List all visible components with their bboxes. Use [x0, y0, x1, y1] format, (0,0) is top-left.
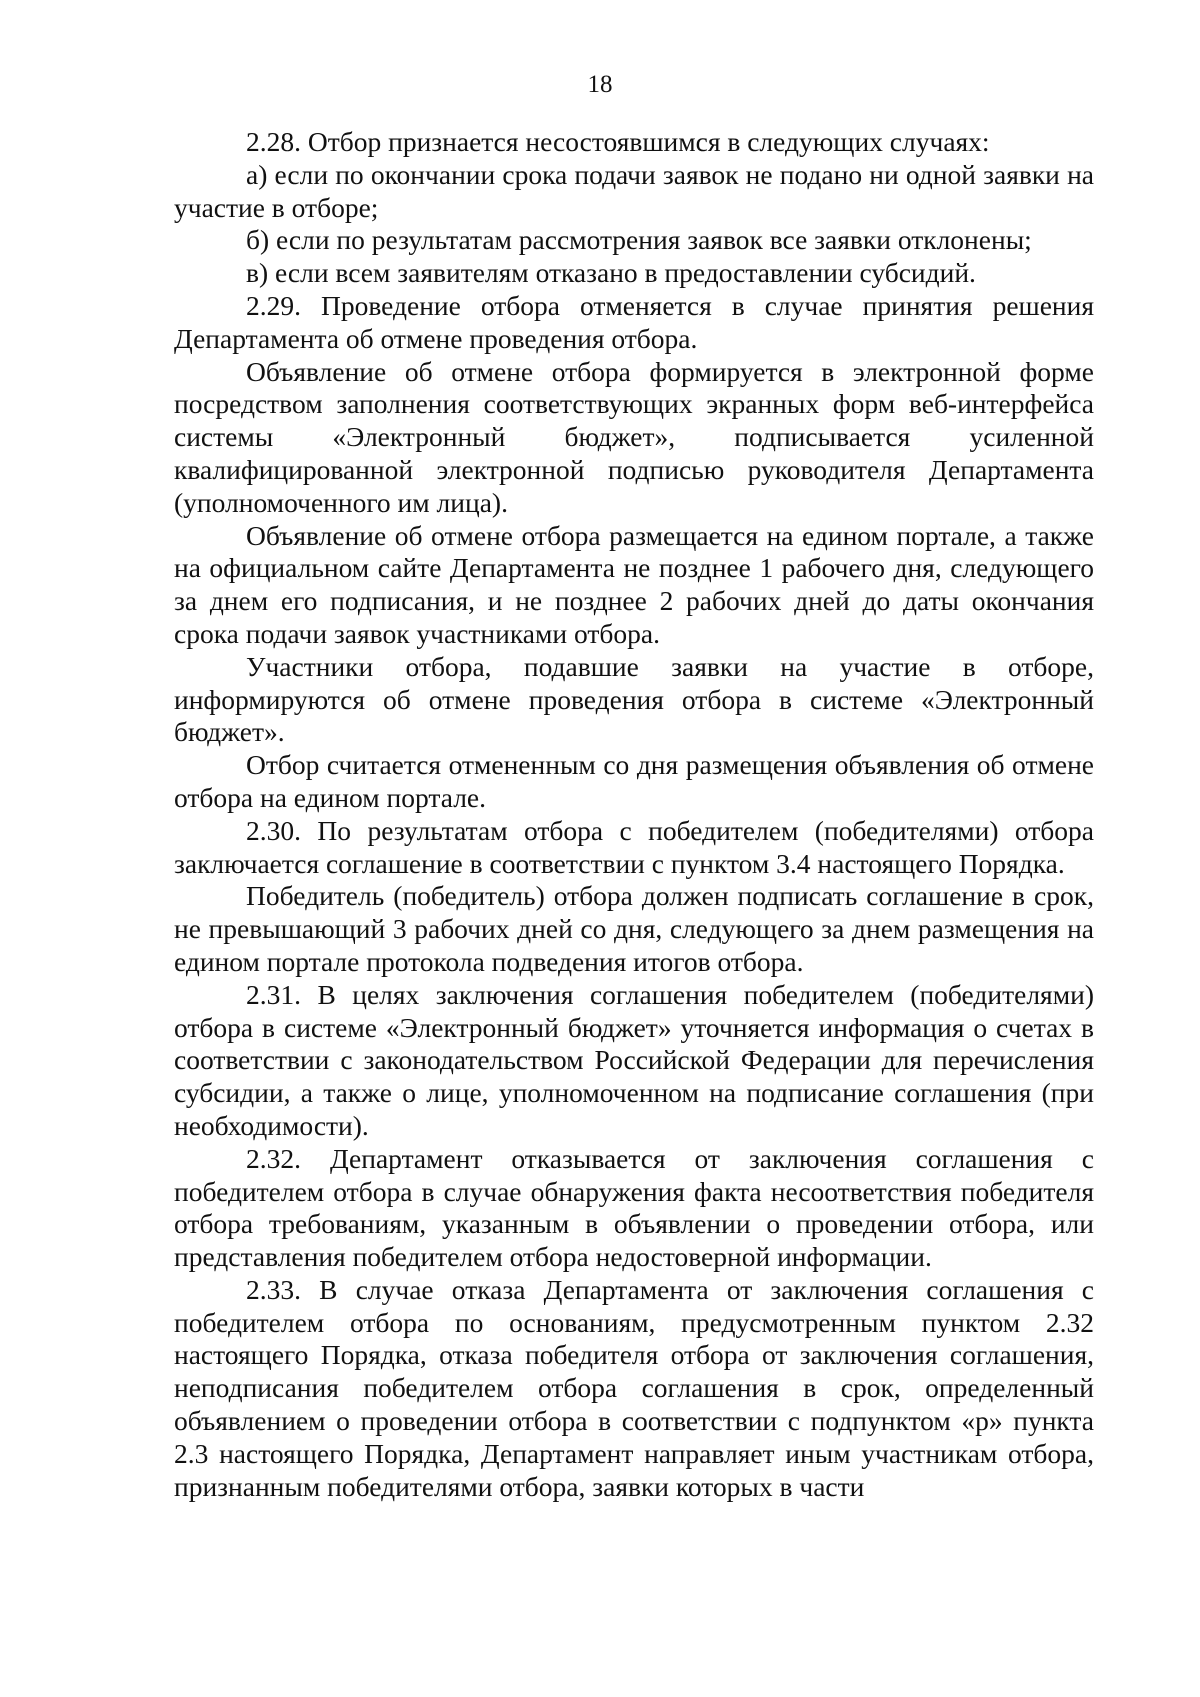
paragraph-2-31: 2.31. В целях заключения соглашения победителем (победителями) отбора в системе «Электронный бюджет» уточняется информация о счетах в соответствии с законодательством Российской Федерации для перечисления субсидии, а также о лице, уполномоченном на подписание соглашения (при необходимости).	[174, 978, 1094, 1141]
document-body	[174, 126, 1094, 1503]
paragraph-selection-cancelled: Отбор считается отмененным со дня размещения объявления об отмене отбора на едином портале.	[174, 749, 1094, 813]
paragraph-2-28: 2.28. Отбор признается несостоявшимся в следующих случаях:	[246, 126, 990, 157]
paragraph-announcement-placement: Объявление об отмене отбора размещается на едином портале, а также на официальном сайте Департамента не позднее 1 рабочего дня, следующего за днем его подписания, и не позднее 2 рабочих дней до даты окончания срока подачи заявок участниками отбора.	[174, 519, 1094, 649]
page-number: 18	[587, 71, 613, 98]
paragraph-participants-informed: Участники отбора, подавшие заявки на участие в отборе, информируются об отмене проведения отбора в системе «Электронный бюджет».	[174, 650, 1094, 748]
paragraph-2-32: 2.32. Департамент отказывается от заключения соглашения с победителем отбора в случае обнаружения факта несоответствия победителя отбора требованиям, указанным в объявлении о проведении отбора, или представления победителем отбора недостоверной информации.	[174, 1142, 1094, 1273]
paragraph-2-33: 2.33. В случае отказа Департамента от заключения соглашения с победителем отбора по основаниям, предусмотренным пунктом 2.32 настоящего Порядка, отказа победителя отбора от заключения соглашения, неподписания победителем отбора соглашения в срок, определенный объявлением о проведении отбора в соответствии с подпунктом «р» пункта 2.3 настоящего Порядка, Департамент направляет иным участникам отбора, признанным победителями отбора, заявки которых в части	[174, 1273, 1094, 1502]
paragraph-2-28-b: б) если по результатам рассмотрения заявок все заявки отклонены;	[246, 224, 1032, 256]
paragraph-2-28-a: а) если по окончании срока подачи заявок не подано ни одной заявки на участие в отборе;	[174, 158, 1094, 223]
paragraph-2-28-v: в) если всем заявителям отказано в предоставлении субсидий.	[246, 257, 976, 289]
paragraph-winner-signs: Победитель (победитель) отбора должен подписать соглашение в срок, не превышающий 3 рабочих дней со дня, следующего за днем размещения на едином портале протокола подведения итогов отбора.	[174, 880, 1094, 977]
paragraph-announcement-form: Объявление об отмене отбора формируется в электронной форме посредством заполнения соответствующих экранных форм веб-интерфейса системы «Электронный бюджет», подписывается усиленной квалифицированной электронной подписью руководителя Департамента (уполномоченного им лица).	[174, 355, 1094, 518]
paragraph-2-29: 2.29. Проведение отбора отменяется в случае принятия решения Департамента об отмене проведения отбора.	[174, 289, 1094, 354]
paragraph-2-30: 2.30. По результатам отбора с победителем (победителями) отбора заключается соглашение в соответствии с пунктом 3.4 настоящего Порядка.	[174, 814, 1094, 879]
